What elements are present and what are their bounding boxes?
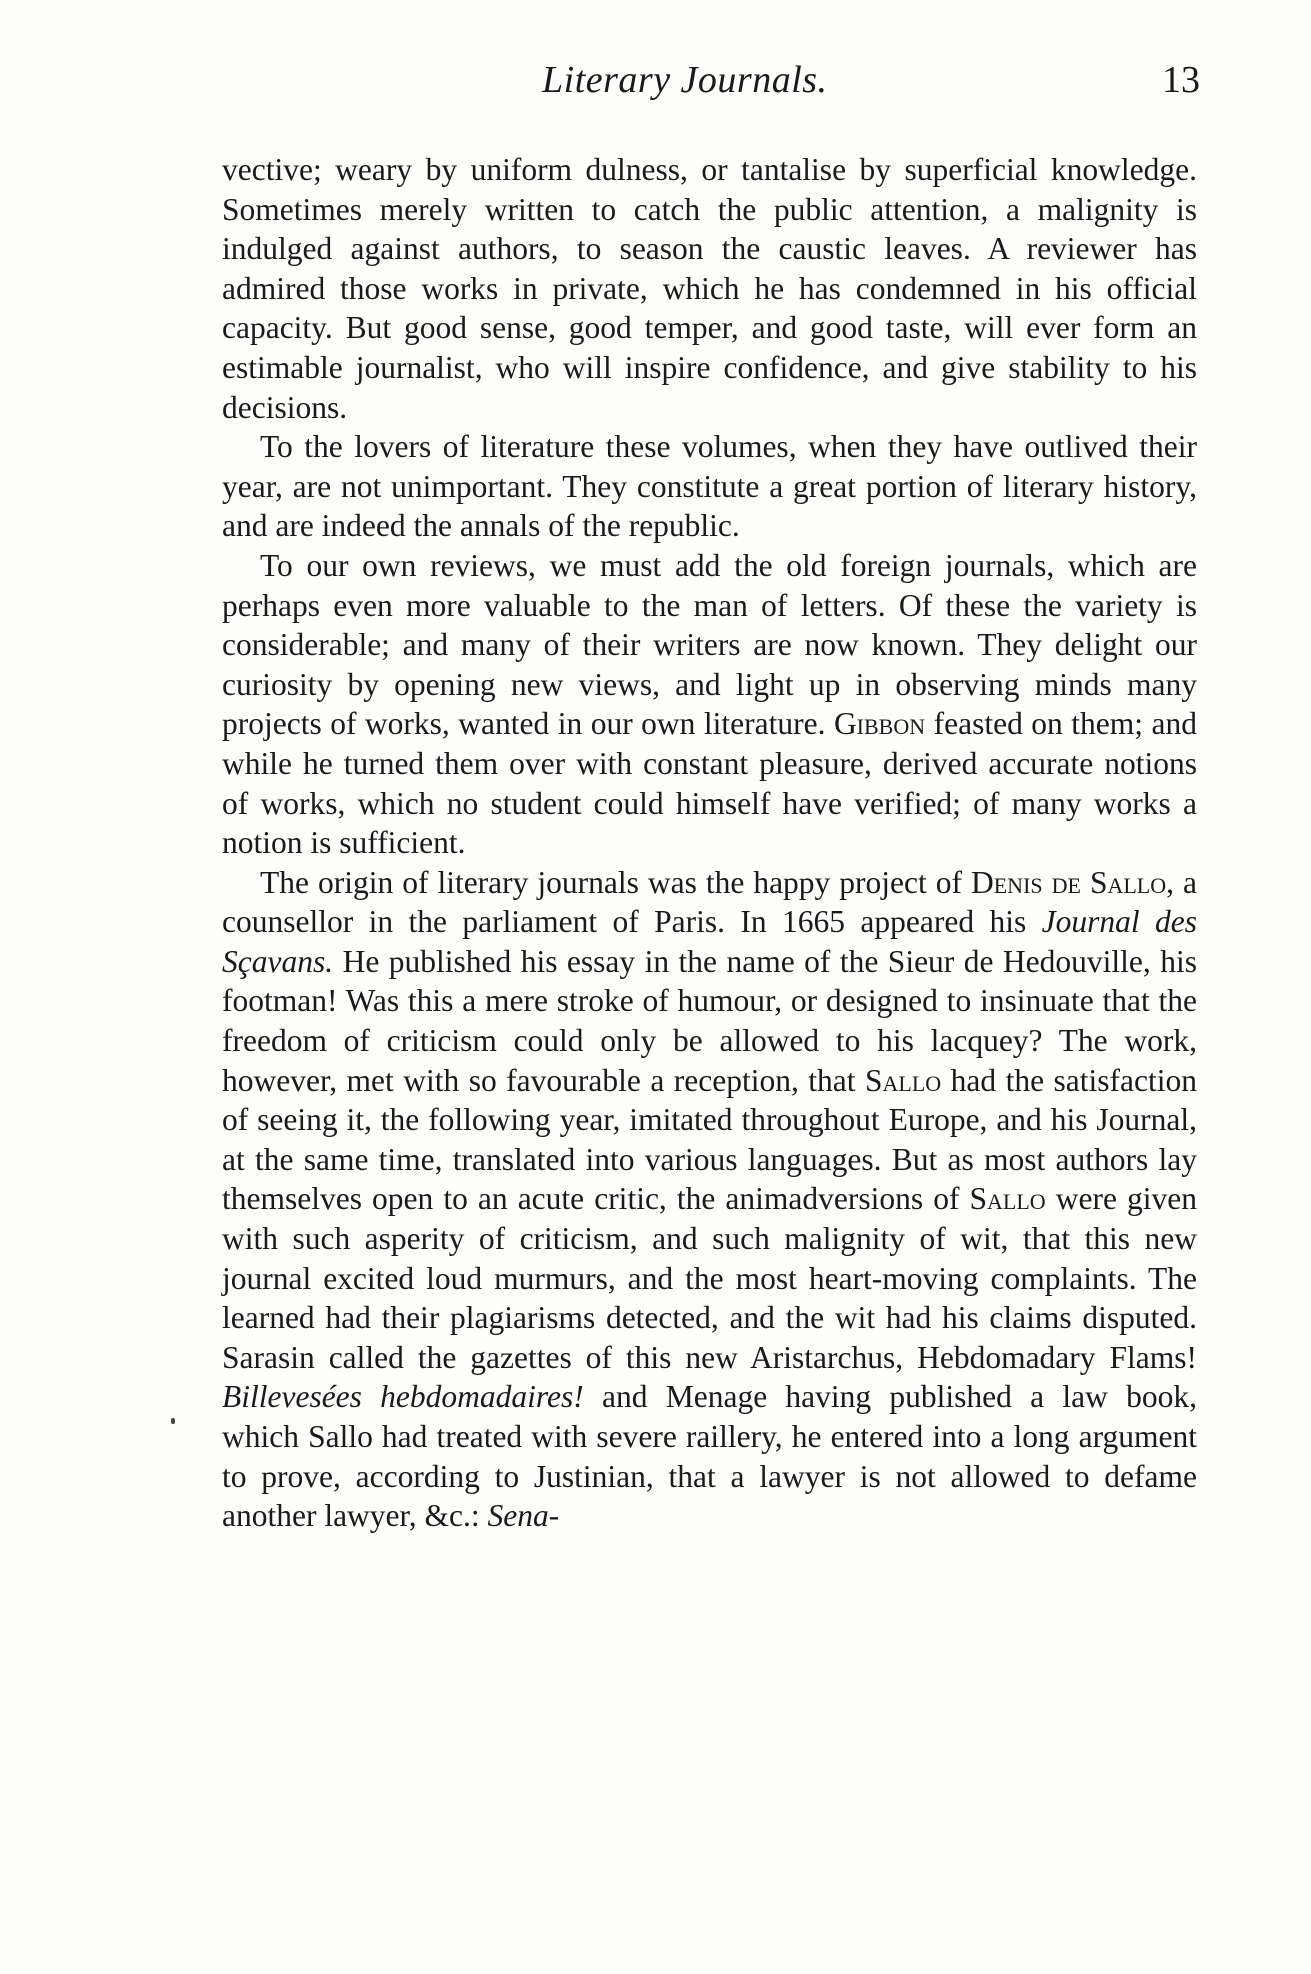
text-run: The origin of literary journals was the happy project of	[260, 864, 971, 900]
page-header	[222, 58, 1200, 118]
text-run: To our own reviews, we must add the old foreign journals, which are perhaps even more valuable to the man of letters. Of these the variety is considerable; and many of their writers are now known. They delight our curiosity by opening new views, and light up in observing minds many projects of works, wanted in our own literature.	[222, 547, 1197, 742]
text-run: Billevesées hebdomadaires!	[222, 1379, 584, 1415]
text-run: had the satisfaction of seeing it, the following year, imitated throughout Europe, and his Journal, at the same time, translated into various languages. But as most authors lay themselves open to an acute critic, the animadversions of	[222, 1062, 1197, 1217]
text-run: Sallo	[969, 1181, 1046, 1217]
paragraph	[222, 546, 1197, 863]
text-run: Journal des Sçavans.	[222, 904, 1198, 979]
page-number: 13	[1162, 59, 1200, 101]
running-title: Literary Journals.	[542, 59, 828, 101]
text-run: Gibbon	[833, 706, 926, 742]
text-run: Sena-	[487, 1498, 560, 1534]
text-run: Denis de Sallo	[971, 864, 1167, 900]
text-run: To the lovers of literature these volumes, when they have outlived their year, are not unimportant. They constitute a great portion of literary history, and are indeed the annals of the republic.	[222, 429, 1197, 544]
paragraph	[222, 427, 1197, 546]
paragraph	[222, 863, 1197, 1536]
text-run: vective; weary by uniform dulness, or tantalise by superficial knowledge. Sometimes merely written to catch the public attention, a malignity is indulged against authors, to season the caustic leaves. A reviewer has admired those works in private, which he has condemned in his official capacity. But good sense, good temper, and good taste, will ever form an estimable journalist, who will inspire confidence, and give stability to his decisions.	[222, 152, 1197, 425]
text-run: Sallo	[865, 1062, 942, 1098]
ink-speck	[171, 1418, 175, 1424]
body-text	[222, 150, 1197, 1536]
paragraph	[222, 150, 1197, 427]
text-run: feasted on them; and while he turned them over with constant pleasure, derived accurate notions of works, which no student could himself have verified; of many works a notion is sufficient.	[222, 706, 1197, 861]
text-run: He published his essay in the name of the Sieur de Hedouville, his footman! Was this a mere stroke of humour, or designed to insinuate that the freedom of criticism could only be allowed to his lacquey? The work, however, met with so favourable a reception, that	[222, 943, 1197, 1098]
text-run: and Menage having published a law book, which Sallo had treated with severe raillery, he entered into a long argument to prove, according to Justinian, that a lawyer is not allowed to defame another lawyer, &c.:	[222, 1379, 1197, 1534]
text-run: , a counsellor in the parliament of Paris. In 1665 appeared his	[222, 864, 1197, 940]
text-run: were given with such asperity of criticism, and such malignity of wit, that this new journal excited loud murmurs, and the most heart-moving complaints. The learned had their plagiarisms detected, and the wit had his claims disputed. Sarasin called the gazettes of this new Aristarchus, Hebdomadary Flams!	[222, 1181, 1197, 1375]
